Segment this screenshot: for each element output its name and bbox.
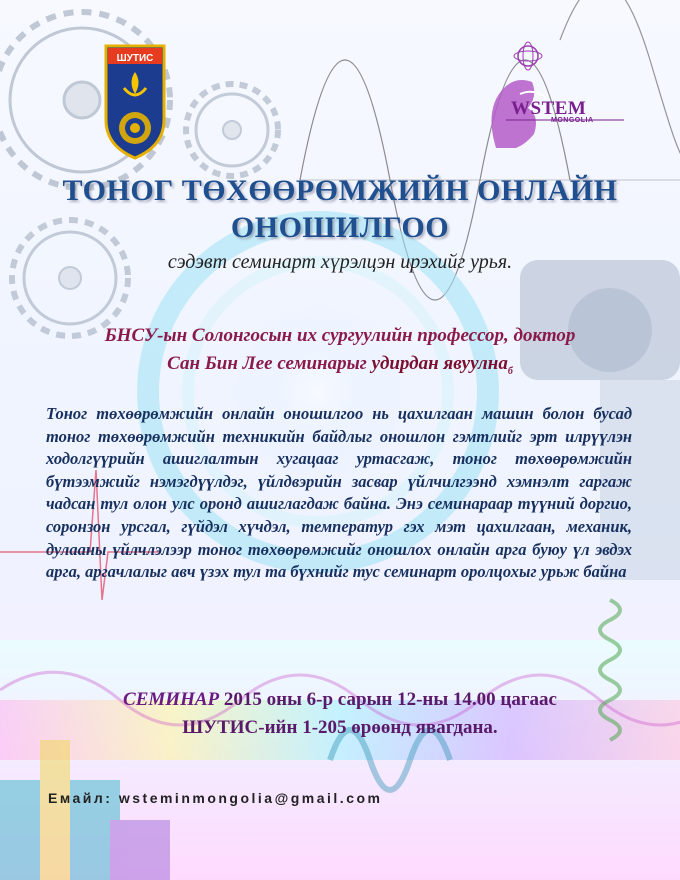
contact-email	[48, 790, 383, 806]
wstem-logo-name: WSTEM	[511, 98, 587, 119]
seminar-schedule	[40, 686, 640, 742]
schedule-lead: СЕМИНАР	[123, 689, 220, 710]
description-paragraph: Тоног төхөөрөмжийн онлайн оношилгоо нь цахилгаан машин болон бусад тоног төхөөрөмжийн техникийн байдлыг оношлон гэмтлийг эрт илрүүлэн ходолгүүрийн ашиглалтын хугацааг уртасгаж, тоног төхөөрөмжийн бүтээмжийг нэмэгдүүлдэг, үйлдвэрийн засвар үйлчилгээнд хэмнэлт гаргаж чадсан тул олон улс оронд ашиглагдаж байна. Энэ семинараар түүний доргио, соронзон урсгал, гүйдэл хүчдэл, температур гэх мэт цахилгаан, механик, дулааны үйлчлэлээр тоног төхөөрөмжийг оношлох онлайн арга буюу үл эвдэх арга, аргачлалыг авч үзэх тул та бүхнийг тус семинарт оролцохыг урьж байна	[46, 404, 632, 582]
wstem-logo	[476, 38, 626, 150]
invitation-subtitle: сэдэвт семинарт хүрэлцэн ирэхийг урья.	[167, 251, 513, 273]
title-line-1: ТОНОГ ТӨХӨӨРӨМЖИЙН ОНЛАЙН	[62, 174, 618, 207]
gear-small-icon	[186, 84, 278, 176]
wstem-logo-sub: MONGOLIA	[551, 117, 594, 124]
shutis-logo-name: ШУТИС	[116, 53, 154, 64]
email-link[interactable]: wsteminmongolia@gmail.com	[118, 790, 383, 806]
schedule-line-1	[40, 686, 640, 714]
speaker-role: удирдан явуулна	[371, 353, 508, 374]
speaker-suffix: б	[507, 365, 513, 377]
speaker-name: Сан Бин Лее семинарыг	[167, 353, 367, 374]
title-line-2: ОНОШИЛГОО	[230, 211, 450, 244]
speaker-line-2	[40, 350, 640, 386]
schedule-datetime: 2015 оны 6-р сарын 12-ны 14.00 цагаас	[219, 689, 557, 710]
email-label: Емайл:	[48, 790, 113, 806]
schedule-line-2: ШУТИС-ийн 1-205 өрөөнд явагдана.	[182, 717, 498, 738]
page-title	[40, 172, 640, 246]
speaker-line-1: БНСУ-ын Солонгосын их сургуулийн профессор, доктор	[104, 325, 576, 346]
speaker-announcement	[40, 322, 640, 386]
